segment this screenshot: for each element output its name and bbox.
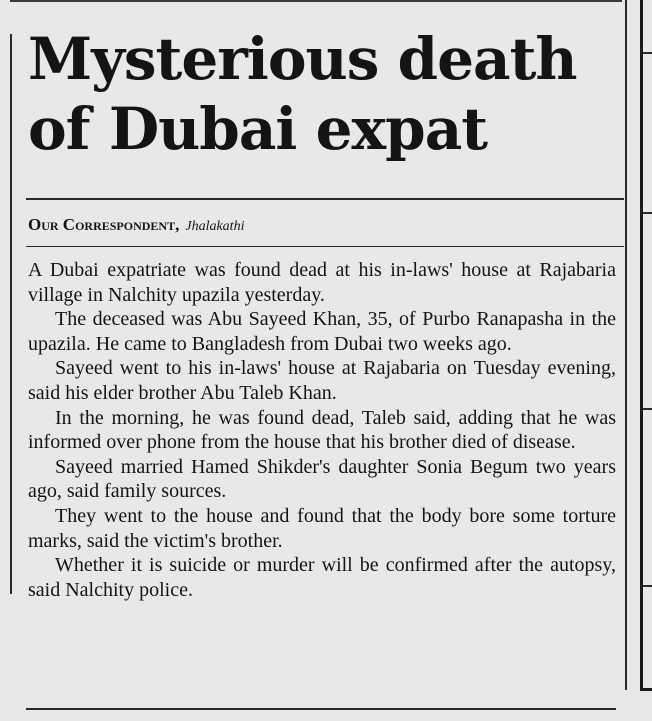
byline-location: Jhalakathi: [185, 219, 245, 234]
top-column-rule: [10, 0, 622, 2]
adjacent-column-edge: [640, 0, 652, 690]
byline-correspondent: Our Correspondent,: [28, 215, 180, 234]
left-column-rule: [10, 34, 12, 594]
adjacent-column-rule: [643, 52, 652, 54]
adjacent-column-bottom-rule: [640, 688, 652, 691]
adjacent-column-rule: [643, 408, 652, 410]
article-headline: Mysterious death of Dubai expat: [28, 25, 577, 163]
article-paragraph: Sayeed went to his in-laws' house at Rajabaria on Tuesday evening, said his elder brother Abu Taleb Khan.: [28, 357, 616, 404]
article-paragraph: Whether it is suicide or murder will be confirmed after the autopsy, said Nalchity police.: [28, 554, 616, 601]
article-paragraph: Sayeed married Hamed Shikder's daughter Sonia Begum two years ago, said family sources.: [28, 455, 616, 503]
article-paragraph: In the morning, he was found dead, Taleb said, adding that he was informed over phone from the house that his brother died of disease.: [28, 406, 616, 454]
bottom-column-rule: [26, 708, 616, 710]
article-paragraph: A Dubai expatriate was found dead at his in-laws' house at Rajabaria village in Nalchity upazila yesterday.: [28, 259, 616, 306]
right-column-rule: [625, 0, 627, 690]
adjacent-column-rule: [643, 585, 652, 587]
article-paragraph: The deceased was Abu Sayeed Khan, 35, of Purbo Ranapasha in the upazila. He came to Bangladesh from Dubai two weeks ago.: [28, 308, 616, 355]
article-paragraph: They went to the house and found that the body bore some torture marks, said the victim's brother.: [28, 504, 616, 552]
byline-divider: [26, 246, 624, 247]
headline-divider: [26, 198, 624, 200]
adjacent-column-rule: [643, 212, 652, 214]
article-byline: [28, 215, 244, 237]
article-body: [28, 258, 616, 602]
